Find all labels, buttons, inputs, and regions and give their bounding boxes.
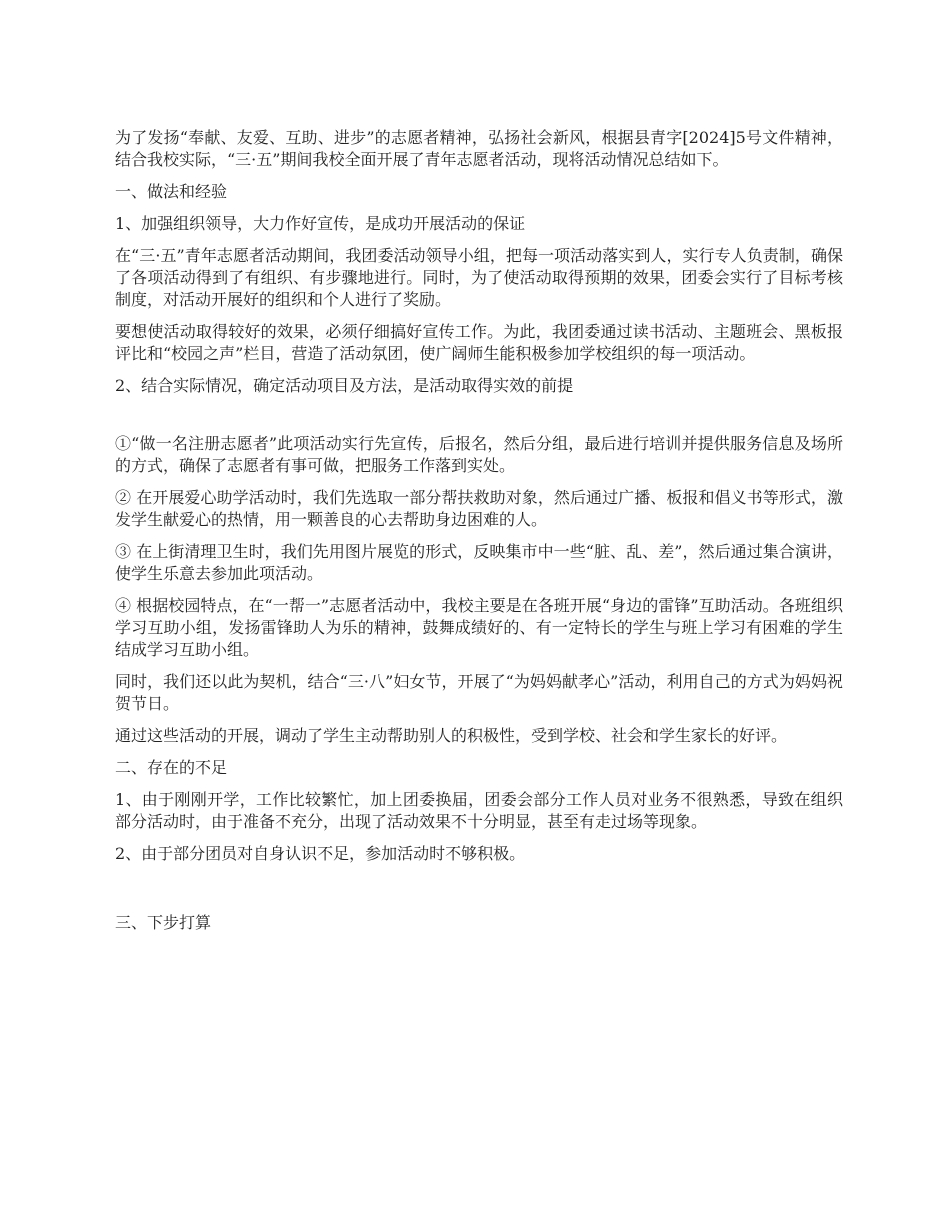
list-item-1: ①“做一名注册志愿者”此项活动实行先宣传，后报名，然后分组，最后进行培训并提供服务信息及场所的方式，确保了志愿者有事可做，把服务工作落到实处。: [115, 434, 843, 475]
section-heading-3: 三、下步打算: [115, 913, 212, 932]
subsection-heading-1-1: 1、加强组织领导，大力作好宣传，是成功开展活动的保证: [115, 214, 526, 233]
shortcoming-item-1: 1、由于刚刚开学，工作比较繁忙，加上团委换届，团委会部分工作人员对业务不很熟悉，导致在组织部分活动时，由于准备不充分，出现了活动效果不十分明显，甚至有走过场等现象。: [115, 790, 843, 831]
list-item-2: ② 在开展爱心助学活动时，我们先选取一部分帮扶救助对象，然后通过广播、板报和倡义书等形式，激发学生献爱心的热情，用一颗善良的心去帮助身边困难的人。: [115, 488, 843, 529]
section-heading-1: 一、做法和经验: [115, 182, 228, 201]
paragraph-publicity: 要想使活动取得较好的效果，必须仔细搞好宣传工作。为此，我团委通过读书活动、主题班会、黑板报评比和“校园之声”栏目，营造了活动氛团，使广阔师生能积极参加学校组织的每一项活动。: [115, 322, 843, 363]
list-item-3: ③ 在上街清理卫生时，我们先用图片展览的形式，反映集市中一些“脏、乱、差”，然后通过集合演讲，使学生乐意去参加此项活动。: [115, 542, 843, 583]
subsection-heading-1-2: 2、结合实际情况，确定活动项目及方法，是活动取得实效的前提: [115, 376, 574, 395]
document-page: [115, 127, 843, 944]
shortcoming-item-2: 2、由于部分团员对自身认识不足，参加活动时不够积极。: [115, 844, 526, 863]
list-item-4: ④ 根据校园特点，在“一帮一”志愿者活动中，我校主要是在各班开展“身边的雷锋”互助活动。各班组织学习互助小组，发扬雷锋助人为乐的精神，鼓舞成绩好的、有一定特长的学生与班上学习有困难的学生结成学习互助小组。: [115, 596, 843, 659]
section-heading-2: 二、存在的不足: [115, 758, 228, 777]
paragraph-womens-day: 同时，我们还以此为契机，结合“三·八”妇女节，开展了“为妈妈献孝心”活动，利用自己的方式为妈妈祝贺节日。: [115, 672, 843, 713]
paragraph-results: 通过这些活动的开展，调动了学生主动帮助别人的积极性，受到学校、社会和学生家长的好评。: [115, 726, 788, 745]
paragraph-leadership: 在“三·五”青年志愿者活动期间，我团委活动领导小组，把每一项活动落实到人，实行专人负责制，确保了各项活动得到了有组织、有步骤地进行。同时，为了使活动取得预期的效果，团委会实行了目标考核制度，对活动开展好的组织和个人进行了奖励。: [115, 246, 843, 309]
intro-paragraph: 为了发扬“奉献、友爱、互助、进步”的志愿者精神，弘扬社会新风，根据县青字[2024]5号文件精神，结合我校实际，“三·五”期间我校全面开展了青年志愿者活动，现将活动情况总结如下。: [115, 128, 843, 169]
